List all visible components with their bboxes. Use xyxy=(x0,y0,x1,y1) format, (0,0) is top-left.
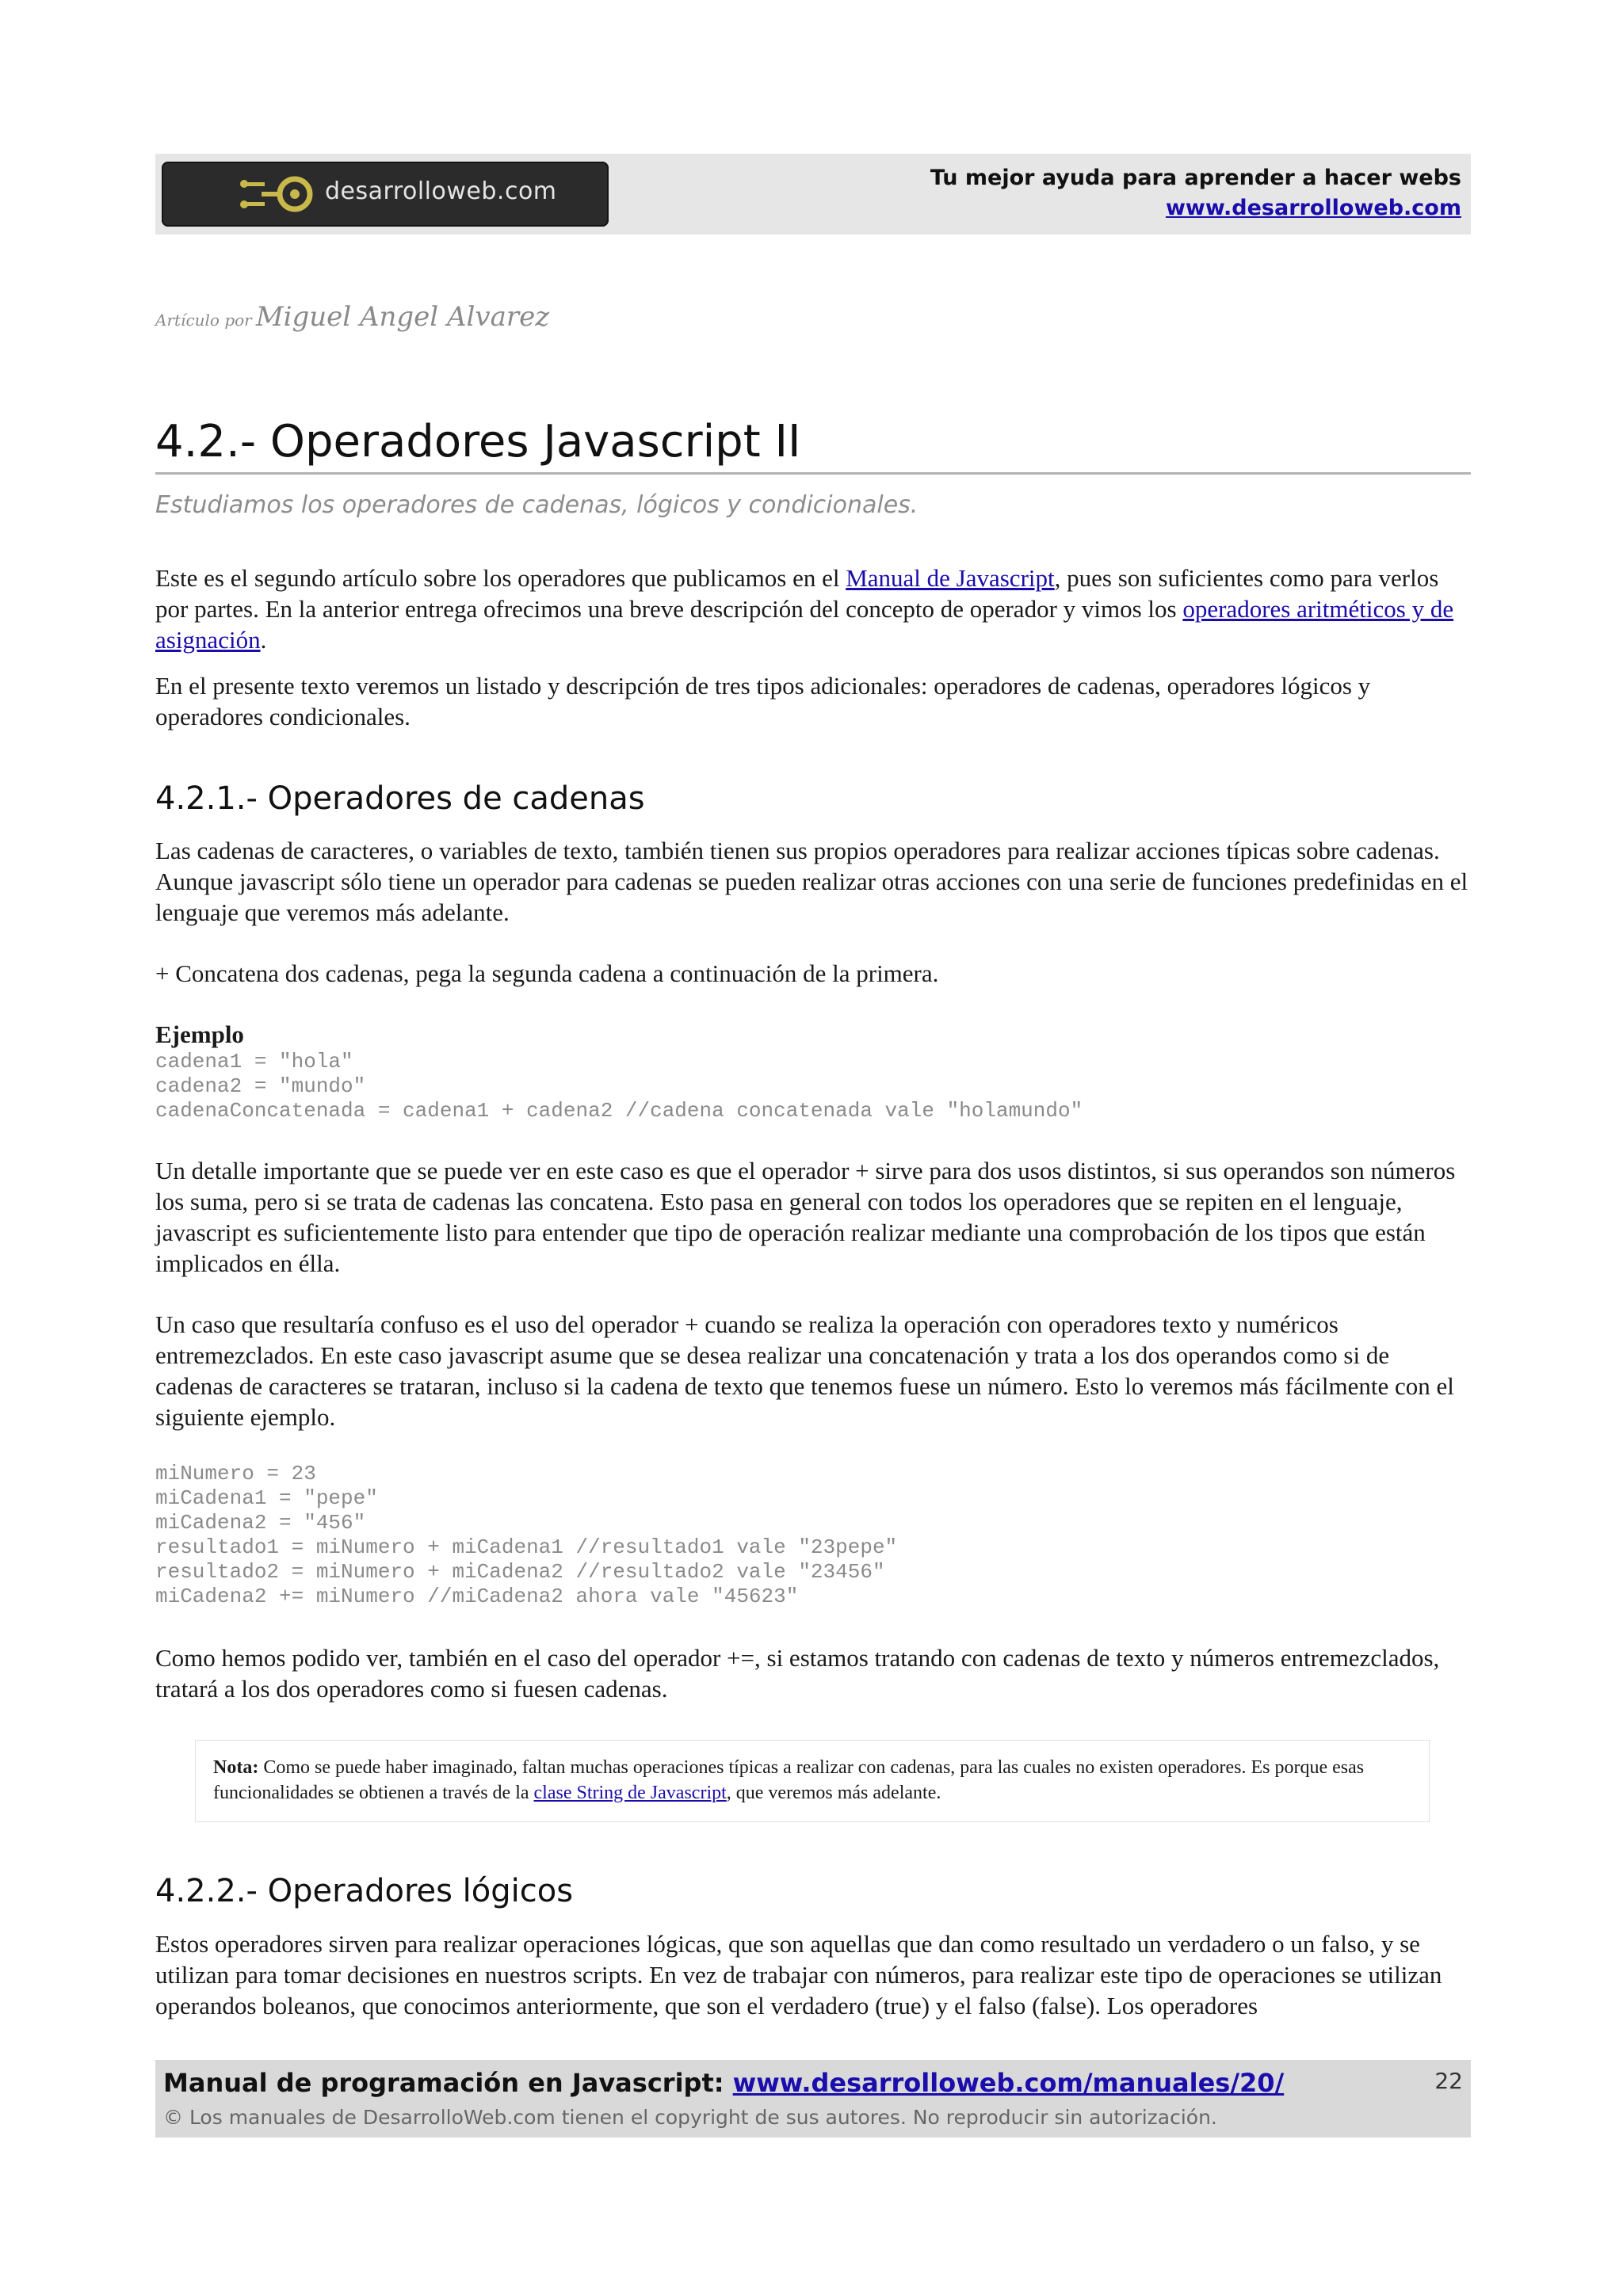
byline-prefix: Artículo por xyxy=(155,311,252,330)
code-example-1: cadena1 = "hola" cadena2 = "mundo" cadenaConcatenada = cadena1 + cadena2 //cadena concatenada vale "holamundo" xyxy=(155,1050,1083,1123)
section1-paragraph-2: + Concatena dos cadenas, pega la segunda cadena a continuación de la primera. xyxy=(155,959,939,987)
example-label: Ejemplo xyxy=(155,1020,244,1048)
note-text-b: , que veremos más adelante. xyxy=(726,1783,941,1803)
page-header xyxy=(155,154,1471,235)
operadores-aritmeticos-link[interactable]: operadores aritméticos y de asignación xyxy=(155,595,1454,654)
note-text xyxy=(213,1755,1402,1806)
section2-paragraph-1: Estos operadores sirven para realizar operaciones lógicas, que son aquellas que dan como resultado un verdadero o un falso, y se utilizan para tomar decisiones en nuestros scripts. En vez de trabajar con números, para realizar este tipo de operaciones se utilizan operandos boleanos, que conocimos anteriormente, que son el verdadero (true) y el falso (false). Los operadores xyxy=(155,1930,1442,2019)
header-tagline-block xyxy=(930,163,1461,223)
intro-text-a: Este es el segundo artículo sobre los operadores que publicamos en el xyxy=(155,564,846,592)
section-heading-logicos: 4.2.2.- Operadores lógicos xyxy=(155,1873,574,1909)
intro-text-c: . xyxy=(260,626,267,654)
byline-author: Miguel Angel Alvarez xyxy=(255,301,550,333)
logo-mark-icon xyxy=(238,176,317,212)
clase-string-link[interactable]: clase String de Javascript xyxy=(533,1783,727,1803)
section1-paragraph-1: Las cadenas de caracteres, o variables de texto, también tienen sus propios operadores para realizar acciones típicas sobre cadenas. Aunque javascript sólo tiene un operador para cadenas se pueden realizar otras acciones con una serie de funciones predefinidas en el lenguaje que veremos más adelante. xyxy=(155,837,1468,926)
header-site-link[interactable]: www.desarrolloweb.com xyxy=(1165,196,1461,220)
section-heading-cadenas: 4.2.1.- Operadores de cadenas xyxy=(155,780,645,817)
section1-paragraph-3: Un detalle importante que se puede ver en este caso es que el operador + sirve para dos usos distintos, si sus operandos son números los suma, pero si se trata de cadenas las concatena. Esto pasa en general con todos los operadores que se repiten en el lenguaje, javascript es suficientemente listo para entender que tipo de operación realizar mediante una comprobación de los tipos que están implicados en élla. xyxy=(155,1157,1456,1277)
footer-manual-label: Manual de programación en Javascript: xyxy=(163,2068,733,2098)
note-label: Nota: xyxy=(213,1757,259,1778)
logo-text: desarrolloweb.com xyxy=(325,177,557,205)
code-example-2: miNumero = 23 miCadena1 = "pepe" miCadena2 = "456" resultado1 = miNumero + miCadena1 //resultado1 vale "23pepe" resultado2 = miNumero + miCadena2 //resultado2 vale "23456" miCadena2 += miNumero //miCadena2 ahora vale "45623" xyxy=(155,1462,898,1608)
header-tagline: Tu mejor ayuda para aprender a hacer webs xyxy=(930,166,1461,190)
intro-paragraph-2: En el presente texto veremos un listado y descripción de tres tipos adicionales: operadores de cadenas, operadores lógicos y operadores condicionales. xyxy=(155,672,1371,730)
page-number: 22 xyxy=(1434,2068,1463,2094)
footer-manual-line xyxy=(163,2068,1284,2098)
section1-paragraph-5: Como hemos podido ver, también en el caso del operador +=, si estamos tratando con cadenas de texto y números entremezclados, tratará a los dos operadores como si fuesen cadenas. xyxy=(155,1644,1440,1703)
byline xyxy=(155,301,549,333)
manual-javascript-link[interactable]: Manual de Javascript xyxy=(846,564,1055,592)
site-logo[interactable] xyxy=(162,162,609,227)
footer-copyright: © Los manuales de DesarrolloWeb.com tienen el copyright de sus autores. No reproducir sin autorización. xyxy=(163,2106,1217,2129)
footer-manual-link[interactable]: www.desarrolloweb.com/manuales/20/ xyxy=(732,2068,1285,2098)
intro-text-b: , pues son suficientes como para verlos por partes. En la anterior entrega ofrecimos una breve descripción del concepto de operador y vimos los xyxy=(155,564,1439,623)
intro-paragraph-1 xyxy=(155,563,1471,655)
page-title: 4.2.- Operadores Javascript II xyxy=(155,416,1471,475)
page-footer xyxy=(155,2060,1471,2138)
note-box xyxy=(195,1740,1430,1822)
section1-paragraph-4: Un caso que resultaría confuso es el uso del operador + cuando se realiza la operación con operadores texto y numéricos entremezclados. En este caso javascript asume que se desea realizar una concatenación y trata a los dos operandos como si de cadenas de caracteres se trataran, incluso si la cadena de texto que tenemos fuese un número. Esto lo veremos más fácilmente con el siguiente ejemplo. xyxy=(155,1310,1454,1431)
page-subtitle: Estudiamos los operadores de cadenas, lógicos y condicionales. xyxy=(155,491,918,519)
note-text-a: Como se puede haber imaginado, faltan muchas operaciones típicas a realizar con cadenas, para las cuales no existen operadores. Es porque esas funcionalidades se obtienen a través de la xyxy=(213,1757,1365,1803)
